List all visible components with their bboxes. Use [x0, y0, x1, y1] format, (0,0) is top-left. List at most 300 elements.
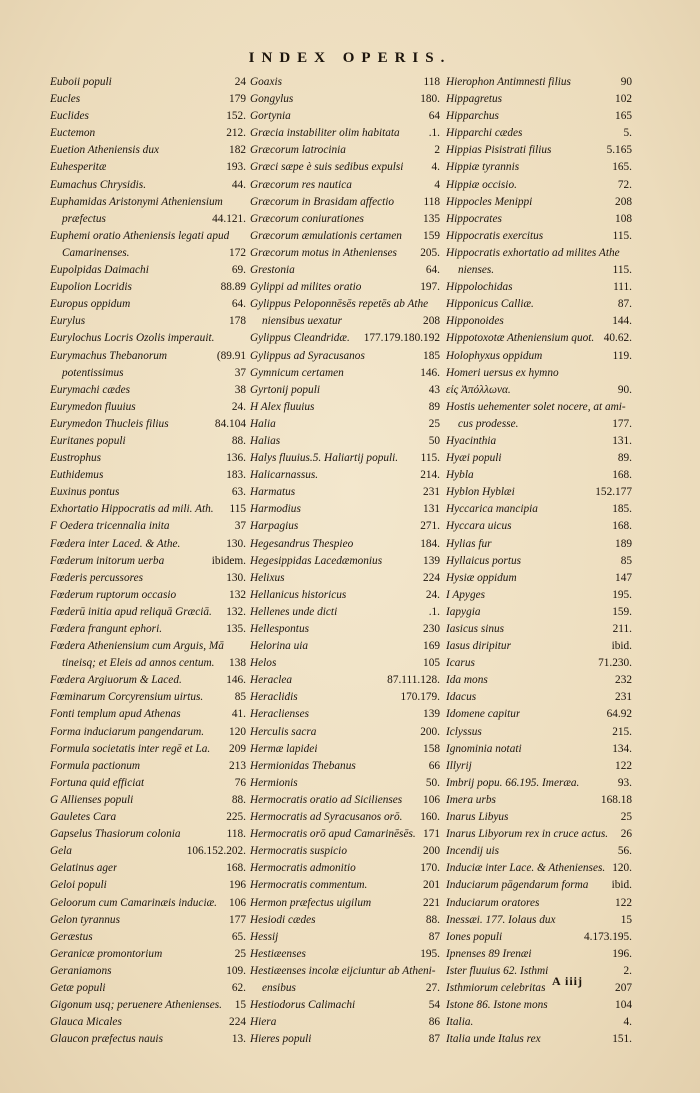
index-term: Induciarum pāgendarum forma — [446, 879, 589, 892]
index-page-ref: 4.173.195. — [583, 930, 632, 943]
index-term: Idacus — [446, 691, 477, 704]
index-page-ref: 13. — [231, 1033, 246, 1046]
index-term: Istone 86. Istone mons — [446, 999, 548, 1012]
index-entry — [250, 689, 440, 706]
index-page-ref: 200. — [420, 725, 440, 738]
index-page-ref: 221 — [423, 896, 440, 909]
index-term: Fœdera Argiuorum & Laced. — [50, 674, 182, 687]
index-term: Hermocratis commentum. — [250, 879, 368, 892]
index-entry — [250, 604, 440, 621]
index-term: Hysiæ oppidum — [446, 571, 517, 584]
index-page-ref: 180. — [420, 93, 440, 106]
index-entry — [50, 484, 246, 501]
index-entry — [446, 262, 632, 279]
index-page-ref: 165. — [612, 161, 632, 174]
index-entry — [446, 655, 632, 672]
index-term: Eurylochus Locris Ozolis imperauit. — [50, 332, 215, 345]
index-page-ref: 24. — [231, 400, 246, 413]
index-entry — [50, 826, 246, 843]
index-page-ref: 152.177 — [595, 486, 632, 499]
index-term: Fœderum initorum uerba — [50, 554, 165, 567]
index-page-ref: 44. — [231, 178, 246, 191]
index-page-ref: 2. — [623, 964, 632, 977]
index-page-ref: 138 — [229, 657, 246, 670]
index-term: Halia — [250, 417, 276, 430]
index-entry — [250, 809, 440, 826]
index-entry — [250, 313, 440, 330]
index-term: Geranicæ promontorium — [50, 947, 163, 960]
index-entry — [446, 980, 632, 997]
index-page-ref: 146. — [226, 674, 246, 687]
index-page-ref: 72. — [617, 178, 632, 191]
index-page-ref: 271. — [420, 520, 440, 533]
index-entry — [446, 860, 632, 877]
index-term: Hipponoides — [446, 315, 504, 328]
index-entry — [446, 621, 632, 638]
index-term: Euclides — [50, 110, 89, 123]
index-term: Gymnicum certamen — [250, 366, 344, 379]
index-page-ref: 144. — [612, 315, 632, 328]
index-entry — [50, 775, 246, 792]
index-page-ref: 168. — [612, 520, 632, 533]
index-page-ref: 118 — [423, 76, 440, 88]
index-entry — [446, 946, 632, 963]
index-term: Hyccara uicus — [446, 520, 512, 533]
index-page-ref: (89.91 — [216, 349, 246, 362]
index-term: Ida mons — [446, 674, 488, 687]
signature-mark: A iiij — [552, 974, 584, 988]
index-term: Hellespontus — [250, 623, 309, 635]
index-page-ref: 88. — [231, 434, 246, 447]
index-entry — [446, 501, 632, 518]
index-entry — [50, 741, 246, 758]
index-page-ref: ibid. — [611, 640, 632, 653]
index-entry — [250, 1031, 440, 1048]
index-term: Gigonum usq; peruenere Athenienses. — [50, 999, 222, 1012]
index-entry — [446, 843, 632, 860]
index-term: Harpagius — [250, 520, 299, 533]
index-page-ref: 64. — [231, 298, 246, 311]
index-entry — [250, 467, 440, 484]
index-entry — [250, 245, 440, 262]
index-entry — [250, 348, 440, 365]
index-page-ref: 115 — [229, 503, 246, 516]
index-term: Hyæi populi — [446, 452, 502, 465]
index-term: nienses. — [458, 264, 495, 277]
index-page-ref: 108 — [615, 212, 632, 225]
index-page-ref: ibidem. — [211, 554, 246, 567]
index-entry — [446, 296, 632, 313]
index-page-ref: 179 — [229, 93, 246, 106]
index-term: Græcorum res nautica — [250, 178, 352, 191]
index-term: I Apyges — [446, 588, 486, 601]
index-page-ref: 168.18 — [600, 793, 632, 806]
index-entry — [50, 980, 246, 997]
index-entry — [446, 706, 632, 723]
index-page-ref: 88. — [425, 913, 440, 926]
index-page-ref: 106 — [229, 896, 246, 909]
index-entry — [50, 330, 246, 347]
index-entry — [50, 706, 246, 723]
index-entry — [446, 348, 632, 365]
index-term: Hippolochidas — [446, 281, 513, 294]
index-entry — [250, 433, 440, 450]
index-term: Euphemi oratio Atheniensis legati apud — [50, 229, 230, 242]
index-entry — [50, 946, 246, 963]
index-term: Fœderū initia apud reliquā Græciā. — [50, 605, 212, 618]
index-entry — [50, 211, 246, 228]
index-entry — [50, 877, 246, 894]
index-term: Fœdera Atheniensium cum Arguis, Mā — [50, 640, 224, 653]
index-page-ref: .1. — [428, 127, 440, 140]
index-entry — [250, 758, 440, 775]
index-entry — [50, 74, 246, 91]
index-term: Euetion Atheniensis dux — [50, 144, 159, 157]
index-term: Hippias Pisistrati filius — [446, 144, 552, 157]
index-entry — [446, 365, 632, 382]
index-page-ref: 185 — [423, 349, 440, 362]
index-entry — [250, 826, 440, 843]
index-page-ref: 165 — [615, 110, 632, 123]
index-page-ref: 2 — [434, 144, 440, 157]
index-page-ref: 120 — [229, 725, 246, 738]
index-term: Halys fluuius.5. Haliartij populi. — [250, 452, 399, 465]
index-entry — [50, 433, 246, 450]
index-entry — [446, 741, 632, 758]
index-term: Hesiodi cædes — [250, 913, 316, 926]
index-term: Euxinus pontus — [50, 486, 120, 499]
index-term: Hegesippidas Lacedæmonius — [250, 554, 383, 567]
index-page-ref: 170.179. — [400, 691, 440, 704]
index-term: Hermocratis oratio ad Sicilienses — [250, 793, 403, 806]
index-entry — [250, 895, 440, 912]
index-term: Hermionis — [250, 776, 298, 789]
index-term: Glaucon præfectus nauis — [50, 1033, 163, 1046]
index-entry — [250, 553, 440, 570]
index-entry — [250, 416, 440, 433]
index-entry — [50, 1031, 246, 1048]
index-entry — [446, 724, 632, 741]
index-page-ref: 130. — [226, 571, 246, 584]
index-entry — [250, 843, 440, 860]
index-page-ref: 211. — [612, 623, 632, 635]
index-entry — [50, 125, 246, 142]
index-page-ref: 87.111.128. — [387, 674, 440, 687]
index-entry — [50, 604, 246, 621]
index-entry — [446, 638, 632, 655]
index-page-ref: 131 — [423, 503, 440, 516]
index-term: Illyrij — [446, 759, 472, 772]
index-term: Eurymedon fluuius — [50, 400, 136, 413]
index-page-ref: 69. — [231, 264, 246, 277]
index-page-ref: 64. — [425, 264, 440, 277]
index-term: Hierophon Antimnesti filius — [446, 76, 571, 88]
index-term: præfectus — [62, 212, 106, 225]
index-term: Heraclea — [250, 674, 293, 687]
index-term: Helos — [250, 657, 277, 670]
index-entry — [446, 997, 632, 1014]
index-entry — [250, 997, 440, 1014]
index-term: Hestiæenses — [250, 947, 306, 960]
index-term: Eustrophus — [50, 452, 102, 465]
index-term: Ignominia notati — [446, 742, 522, 755]
index-term: F Oedera tricennalia inita — [50, 520, 170, 533]
index-page-ref: 130. — [226, 537, 246, 550]
index-entry — [250, 279, 440, 296]
index-page-ref: 159. — [612, 605, 632, 618]
index-entry — [250, 108, 440, 125]
index-term: Hyacinthia — [446, 434, 497, 447]
index-term: Euboii populi — [50, 76, 112, 88]
index-page-ref: 41. — [231, 708, 246, 721]
index-entry — [50, 245, 246, 262]
index-page-ref: 135 — [423, 212, 440, 225]
index-term: Harmatus — [250, 486, 296, 499]
index-term: Iasus diripitur — [446, 640, 511, 653]
index-term: Euctemon — [50, 127, 96, 140]
index-term: Græcia instabiliter olim habitata — [250, 127, 400, 140]
index-term: Hellenes unde dicti — [250, 605, 338, 618]
index-page-ref: 147 — [615, 571, 632, 584]
index-entry — [250, 159, 440, 176]
index-term: Gyrtonij populi — [250, 383, 320, 396]
index-term: Gauletes Cara — [50, 811, 117, 824]
index-term: Hipponicus Calliæ. — [446, 298, 534, 311]
index-entry — [250, 177, 440, 194]
index-term: Græcorum motus in Athenienses — [250, 246, 397, 259]
index-entry — [446, 672, 632, 689]
index-term: cus prodesse. — [458, 417, 519, 430]
index-page-ref: 224 — [229, 1016, 246, 1029]
index-term: Goaxis — [250, 76, 283, 88]
page-header: INDEX OPERIS. — [248, 50, 452, 66]
index-term: Fœminarum Corcyrensium uirtus. — [50, 691, 204, 704]
index-term: Gelon tyrannus — [50, 913, 120, 926]
index-page-ref: 183. — [226, 469, 246, 482]
index-column-right — [446, 74, 632, 1048]
index-term: Hieres populi — [250, 1033, 312, 1046]
index-term: Hiera — [250, 1016, 277, 1029]
index-entry — [250, 228, 440, 245]
index-term: Hippiæ tyrannis — [446, 161, 520, 174]
index-term: Fœderum ruptorum occasio — [50, 588, 177, 601]
index-entry — [250, 330, 440, 347]
index-page-ref: 201 — [423, 879, 440, 892]
index-page-ref: 139 — [423, 554, 440, 567]
index-entry — [50, 997, 246, 1014]
index-entry — [446, 228, 632, 245]
index-term: Geræstus — [50, 930, 93, 943]
index-term: Hestiæenses incolæ eijciuntur ab Atheni- — [250, 964, 436, 977]
index-term: Hessij — [250, 930, 279, 943]
index-page-ref: 56. — [617, 845, 632, 858]
index-entry — [50, 621, 246, 638]
index-entry — [50, 895, 246, 912]
index-term: Iclyssus — [446, 725, 482, 738]
index-entry — [250, 621, 440, 638]
index-page-ref: 169 — [423, 640, 440, 653]
index-page-ref: 4 — [434, 178, 440, 191]
index-entry — [446, 433, 632, 450]
index-entry — [446, 1031, 632, 1048]
index-page-ref: 151. — [612, 1033, 632, 1046]
index-term: Heraclienses — [250, 708, 309, 721]
index-term: Formula societatis inter regē et La. — [50, 742, 211, 755]
index-page-ref: 86 — [428, 1016, 440, 1029]
index-term: Inarus Libyus — [446, 811, 509, 824]
index-page-ref: 24. — [425, 588, 440, 601]
index-entry — [250, 382, 440, 399]
index-entry — [250, 638, 440, 655]
index-term: εἰς Ἀπόλλωνα. — [446, 383, 511, 396]
index-page-ref: 76 — [234, 776, 246, 789]
index-term: Gylippus ad Syracusanos — [250, 349, 365, 362]
index-entry — [250, 672, 440, 689]
index-entry — [250, 929, 440, 946]
index-term: Euphamidas Aristonymi Atheniensium — [50, 195, 223, 208]
index-term: Camarinenses. — [62, 246, 130, 259]
index-page-ref: 119. — [612, 349, 632, 362]
index-entry — [250, 724, 440, 741]
index-term: Hermionidas Thebanus — [250, 759, 356, 772]
index-term: Gylippi ad milites oratio — [250, 281, 362, 294]
index-page-ref: 212. — [226, 127, 246, 140]
index-term: Græci sæpe è suis sedibus expulsi — [250, 161, 404, 174]
index-term: Halias — [250, 434, 281, 447]
index-term: Incendij uis — [446, 845, 500, 858]
index-term: Geraniamons — [50, 964, 112, 977]
index-term: Forma induciarum pangendarum. — [50, 725, 205, 738]
index-page-ref: 152. — [226, 110, 246, 123]
index-page-ref: 160. — [420, 811, 440, 824]
index-entry — [50, 860, 246, 877]
index-page-ref: 215. — [612, 725, 632, 738]
index-entry — [50, 108, 246, 125]
index-page-ref: 177. — [612, 417, 632, 430]
index-page-ref: 54 — [428, 999, 440, 1012]
index-page-ref: 134. — [612, 742, 632, 755]
index-term: Fœdera frangunt ephori. — [50, 623, 163, 635]
index-entry — [50, 348, 246, 365]
index-entry — [250, 912, 440, 929]
index-entry — [50, 929, 246, 946]
index-entry — [446, 177, 632, 194]
index-entry — [50, 467, 246, 484]
index-entry — [446, 963, 632, 980]
index-page-ref: 177.179.180.192 — [363, 332, 440, 345]
index-term: Hippiæ occisio. — [446, 178, 517, 191]
index-term: Hyblon Hyblæi — [446, 486, 515, 499]
index-term: Hippocratis exhortatio ad milites Athe — [446, 246, 620, 259]
index-page-ref: 159 — [423, 229, 440, 242]
index-page-ref: 170. — [420, 862, 440, 875]
index-term: potentissimus — [62, 366, 124, 379]
index-page-ref: 232 — [615, 674, 632, 687]
index-page-ref: 89. — [617, 452, 632, 465]
index-term: Fonti templum apud Athenas — [50, 708, 181, 721]
index-entry — [50, 279, 246, 296]
index-page-ref: 102 — [615, 93, 632, 106]
index-term: Fœdera inter Laced. & Athe. — [50, 537, 181, 550]
index-term: Hermon præfectus uigilum — [250, 896, 372, 909]
index-entry — [446, 245, 632, 262]
index-page-ref: 71.230. — [598, 657, 632, 670]
index-entry — [446, 125, 632, 142]
index-term: Induciarum oratores — [446, 896, 540, 909]
index-entry — [446, 570, 632, 587]
index-entry — [250, 587, 440, 604]
index-page-ref: 15 — [620, 913, 632, 926]
index-entry — [50, 228, 246, 245]
index-term: Hermocratis admonitio — [250, 862, 356, 875]
index-entry — [50, 91, 246, 108]
index-entry — [446, 536, 632, 553]
index-entry — [250, 501, 440, 518]
index-entry — [50, 262, 246, 279]
index-entry — [50, 296, 246, 313]
index-entry — [446, 279, 632, 296]
index-entry — [446, 74, 632, 91]
index-page-ref: 185. — [612, 503, 632, 516]
index-term: Hestiodorus Calimachi — [250, 999, 356, 1012]
index-term: Iones populi — [446, 930, 503, 943]
index-term: Italia. — [446, 1016, 474, 1029]
index-entry — [50, 313, 246, 330]
index-entry — [250, 365, 440, 382]
index-term: Eurylus — [50, 315, 86, 328]
index-page-ref: 177 — [229, 913, 246, 926]
index-entry — [446, 382, 632, 399]
index-entry — [250, 125, 440, 142]
index-page-ref: 207 — [615, 981, 632, 994]
index-term: Icarus — [446, 657, 475, 670]
index-page-ref: 193. — [226, 161, 246, 174]
index-page-ref: 88. — [231, 793, 246, 806]
index-page-ref: 15 — [234, 999, 246, 1012]
index-page-ref: 231 — [423, 486, 440, 499]
index-term: Exhortatio Hippocratis ad mili. Ath. — [50, 503, 214, 516]
index-entry — [250, 1014, 440, 1031]
index-entry — [50, 177, 246, 194]
index-page-ref: 64 — [428, 110, 440, 123]
index-entry — [50, 809, 246, 826]
index-page-ref: 208 — [423, 315, 440, 328]
index-entry — [446, 194, 632, 211]
index-page-ref: 26 — [620, 828, 632, 841]
index-entry — [446, 604, 632, 621]
index-page-ref: 106.152.202. — [186, 845, 246, 858]
index-term: Inessæi. 177. Iolaus dux — [446, 913, 556, 926]
index-term: Getæ populi — [50, 981, 106, 994]
index-page-ref: 120. — [612, 862, 632, 875]
index-page-ref: 66 — [428, 759, 440, 772]
index-entry — [50, 587, 246, 604]
index-page-ref: .1. — [428, 605, 440, 618]
index-entry — [50, 142, 246, 159]
index-column-left — [50, 74, 246, 1048]
index-page-ref: 37 — [234, 366, 246, 379]
index-page-ref: 131. — [612, 434, 632, 447]
index-entry — [446, 1014, 632, 1031]
index-term: Eupolpidas Daimachi — [50, 264, 149, 277]
index-entry — [446, 450, 632, 467]
index-entry — [250, 655, 440, 672]
index-term: Hegesandrus Thespieo — [250, 537, 354, 550]
index-page-ref: 104 — [615, 999, 632, 1012]
index-term: Hyccarica mancipia — [446, 503, 538, 516]
index-entry — [50, 159, 246, 176]
index-entry — [250, 450, 440, 467]
